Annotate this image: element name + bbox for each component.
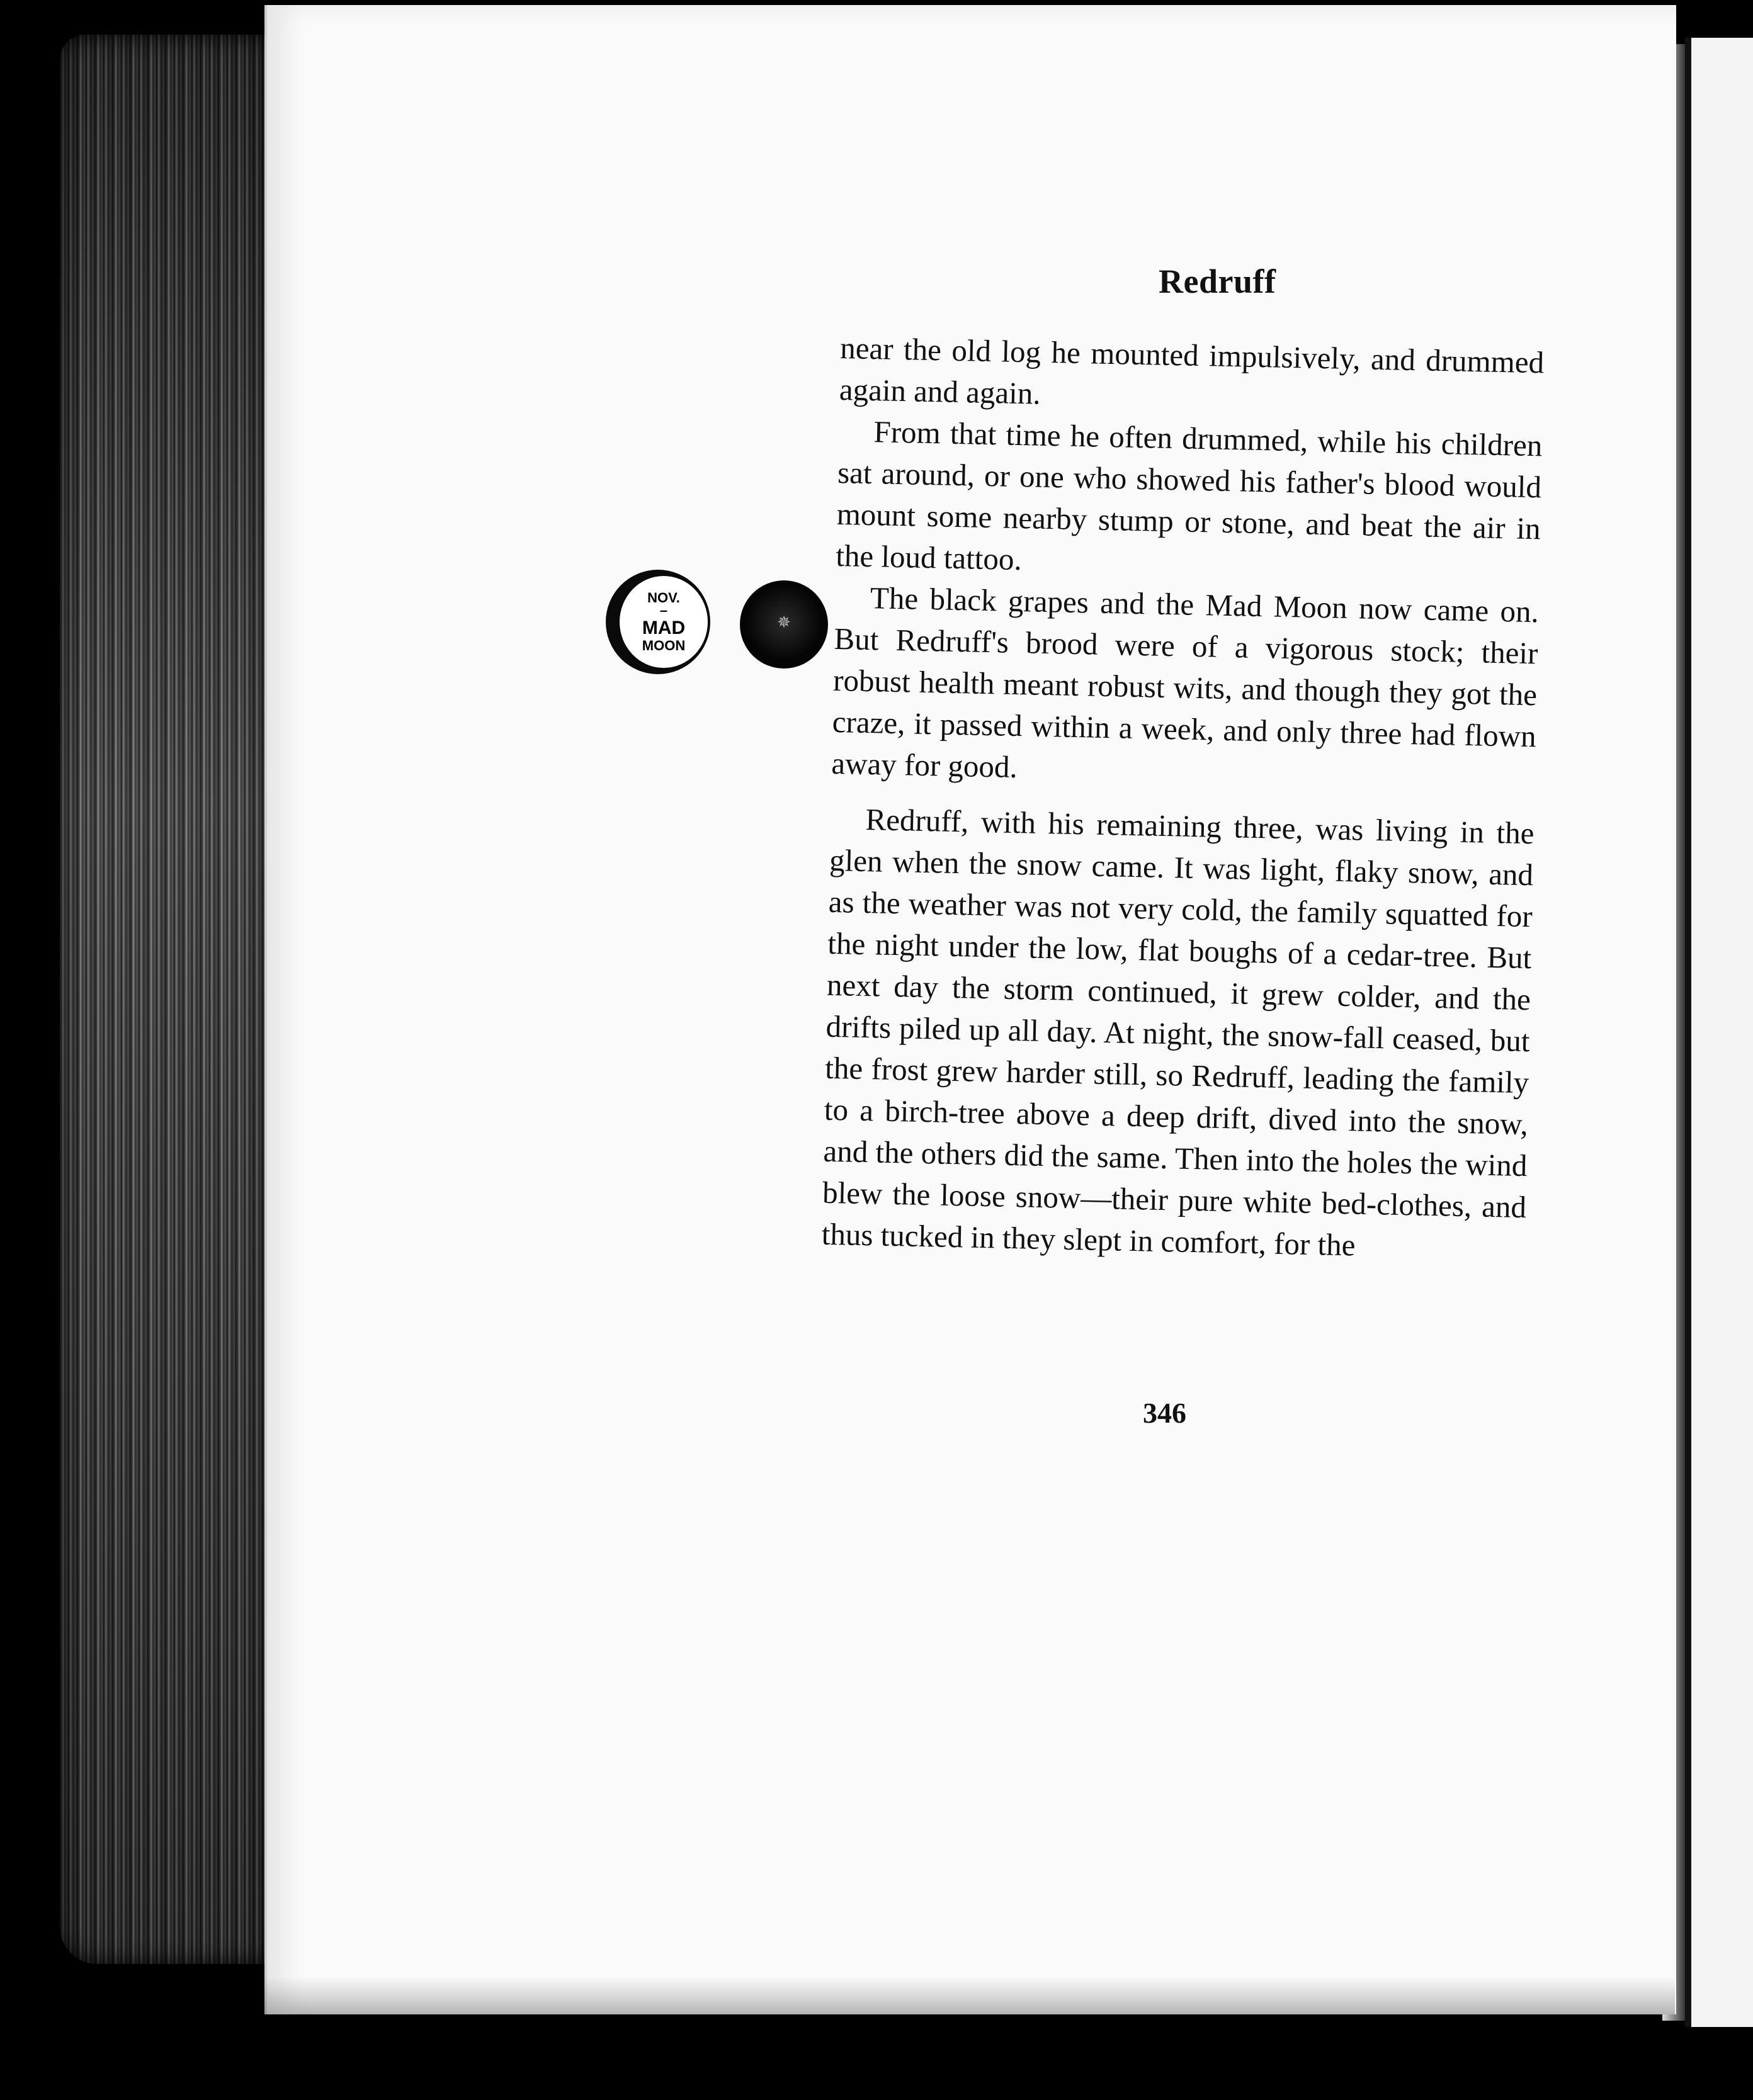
paragraph: From that time he often drummed, while his children sat around, or one who showed his father's blood would mount some nearby stump or stone, and beat the air in the loud tattoo. — [835, 414, 1543, 577]
mad-moon-label-icon — [606, 570, 710, 674]
moon-label-word2: MOON — [642, 638, 686, 653]
full-moon-icon — [740, 580, 828, 669]
moon-label-word1: MAD — [642, 618, 686, 638]
book-page-edges — [60, 35, 268, 1964]
moon-surface-mark: ✵ — [777, 613, 791, 631]
moon-label-text — [620, 576, 708, 668]
moon-label-month: NOV. — [647, 590, 680, 606]
body-text — [821, 327, 1545, 1270]
paragraph: Redruff, with his remaining three, was living in the glen when the snow came. It was light, flaky snow, and as the weather was not very cold, the family squatted for the night under the low, flat boughs of a cedar-tree. But next day the storm continued, it grew colder, and the drifts piled up all day. At night, the snow-fall ceased, but the frost grew harder still, so Redruff, leading the family to a birch-tree above a deep drift, dived into the snow, and the others did the same. Then into the holes the wind blew the loose snow—their pure white bed-clothes, and thus tucked in they slept in comfort, for the — [821, 802, 1535, 1263]
adjacent-page-edge — [1685, 38, 1753, 2027]
moon-label-dash: – — [659, 602, 668, 618]
page-bottom-shadow — [264, 1977, 1675, 2014]
page-number: 346 — [1143, 1397, 1186, 1429]
paragraph: near the old log he mounted impulsively, and drummed again and again. — [839, 330, 1545, 411]
paragraph: The black grapes and the Mad Moon now came on. But Redruff's brood were of a vigorous stock; their robust health meant robust wits, and though they got the craze, it passed within a week, and only three had flown away for good. — [831, 580, 1540, 785]
running-head-title: Redruff — [1159, 262, 1276, 300]
